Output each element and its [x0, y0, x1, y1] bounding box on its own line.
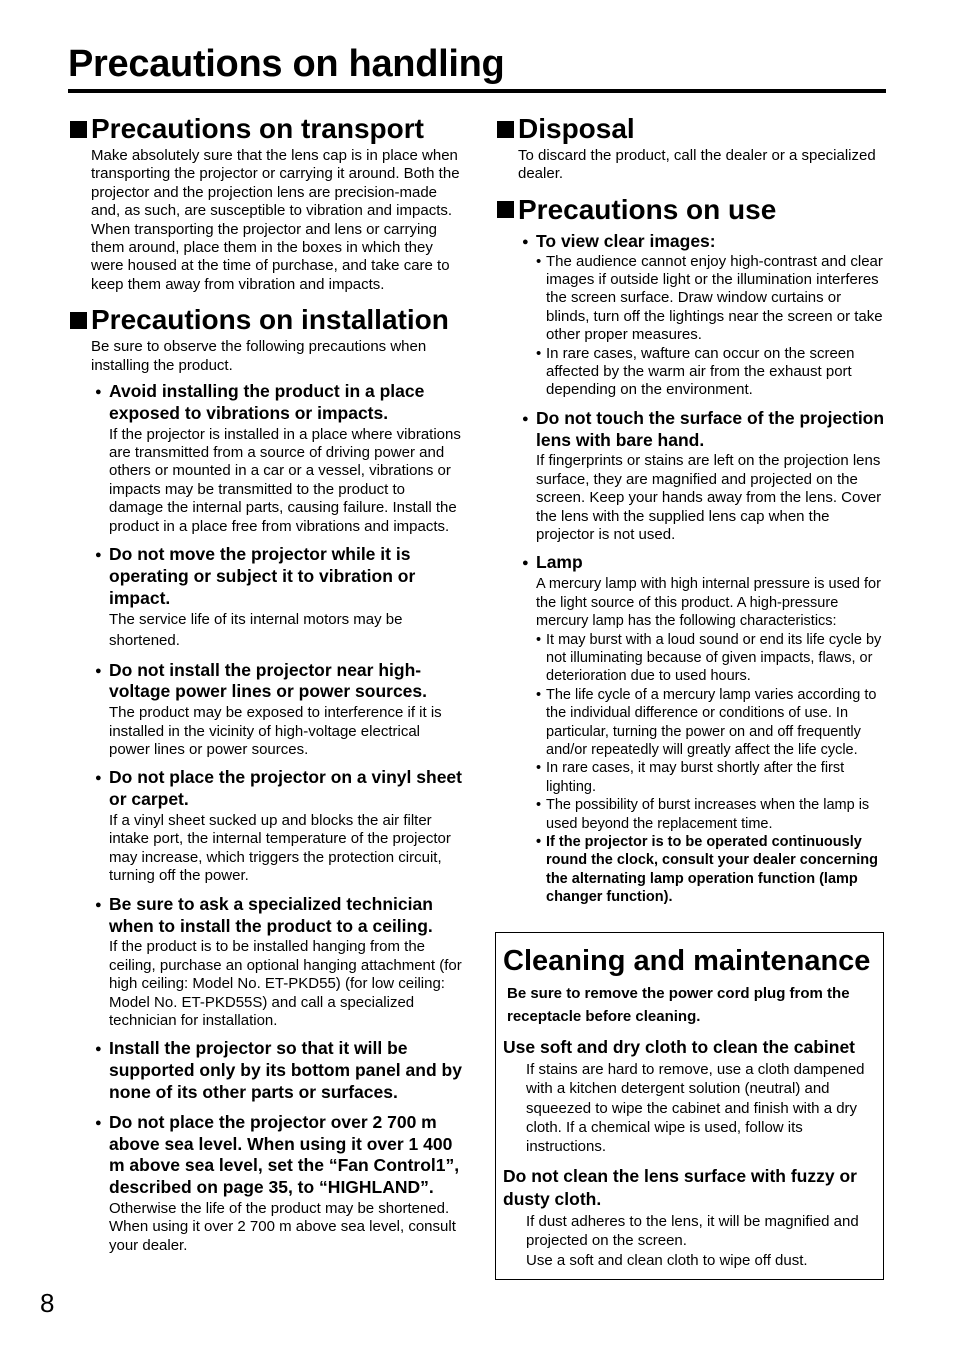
- lens-cleaning-text: If dust adheres to the lens, it will be magnified and projected on the screen.: [526, 1213, 859, 1250]
- use-item-lens: [522, 408, 885, 545]
- list-item: • In rare cases, it may burst shortly after the first lighting.: [536, 760, 845, 795]
- small-dot-icon: •: [536, 344, 542, 362]
- black-dot-icon: ●: [95, 1043, 102, 1056]
- transport-heading: [70, 112, 462, 146]
- item-title: Do not place the projector over 2 700 m above sea level. When using it over 1 400 m above sea level, set the “Fan Control1”, described on page 35, to “HIGHLAND”.: [109, 1111, 460, 1198]
- black-dot-icon: ●: [95, 549, 102, 562]
- cabinet-text: If stains are hard to remove, use a cloth dampened with a kitchen detergent solution (neutral) and squeezed to wipe the cabinet and finish with a dry cloth. If a chemical wipe is used, follow its instructions.: [526, 1061, 865, 1155]
- black-dot-icon: ●: [522, 412, 529, 425]
- item-title: To view clear images:: [536, 230, 716, 251]
- transport-text: Make absolutely sure that the lens cap is in place when transporting the projector or carrying it around. Both the projector and the projection lens are precision-made and, as such, are susceptible to vibration and impacts. When transporting the projector and lens or carrying them around, place them in the boxes in which they were housed at the time of purchase, and take care to keep them away from vibration and impacts.: [91, 147, 460, 293]
- black-square-icon: [70, 312, 87, 329]
- small-dot-icon: •: [536, 833, 542, 850]
- small-dot-icon: •: [536, 797, 542, 814]
- cleaning-note: Be sure to remove the power cord plug from the receptacle before cleaning.: [507, 985, 850, 1025]
- installation-item-bottom-panel: [95, 1038, 462, 1103]
- item-text: If fingerprints or stains are left on the projection lens surface, they are magnified and projected on the screen. Keep your hands away from the lens. Cover the lens with the supplied lens cap when the projector is not used.: [536, 452, 882, 544]
- installation-item-moving: [95, 544, 462, 652]
- item-title: Do not touch the surface of the projection lens with bare hand.: [536, 407, 885, 450]
- item-title: Do not place the projector on a vinyl sheet or carpet.: [109, 767, 462, 810]
- use-heading-text: Precautions on use: [518, 193, 777, 225]
- installation-heading-text: Precautions on installation: [91, 304, 449, 336]
- list-item: • The life cycle of a mercury lamp varies according to the individual difference or conditions of use. In particular, turning the power on and off frequently and/or repeatedly will greatly affect the life cycle.: [536, 686, 877, 758]
- lens-cleaning-text: Use a soft and clean cloth to wipe off dust.: [526, 1251, 808, 1269]
- installation-intro: Be sure to observe the following precautions when installing the product.: [91, 338, 427, 374]
- item-title: Avoid installing the product in a place exposed to vibrations or impacts.: [109, 381, 425, 423]
- item-title: Do not install the projector near high-voltage power lines or power sources.: [109, 659, 428, 702]
- item-text: Otherwise the life of the product may be shortened. When using it over 2 700 m above sea level, consult your dealer.: [109, 1199, 456, 1254]
- use-heading: [497, 193, 885, 227]
- disposal-heading-text: Disposal: [518, 113, 635, 144]
- item-text: The product may be exposed to interference if it is installed in the vicinity of high-voltage electrical power lines or power sources.: [109, 704, 442, 759]
- item-text: If the product is to be installed hanging from the ceiling, purchase an optional hanging attachment (for high ceiling: Model No. ET-PKD55) (for low ceiling: Model No. ET-PKD55S) and call a specialized technician for installation.: [109, 938, 462, 1029]
- black-dot-icon: ●: [522, 235, 529, 248]
- clear-images-points: [536, 253, 885, 400]
- list-item: • If the projector is to be operated continuously round the clock, consult your dealer concerning the alternating lamp operation function (lamp changer function).: [536, 833, 878, 906]
- installation-item-altitude: [95, 1112, 462, 1255]
- small-dot-icon: •: [536, 760, 542, 777]
- item-text: If the projector is installed in a place where vibrations are transmitted from a source of driving power and others or mounted in a car or a vessel, vibrations or impacts may be transmitted to the product to damage the internal parts, causing failure. Install the product in a place free from vibrations and impacts.: [109, 425, 461, 535]
- black-dot-icon: ●: [522, 557, 529, 570]
- list-item: • The possibility of burst increases when the lamp is used beyond the replacement time.: [536, 797, 870, 832]
- item-title: Install the projector so that it will be supported only by its bottom panel and by none of its other parts or surfaces.: [109, 1038, 462, 1102]
- black-square-icon: [497, 201, 514, 218]
- list-item: • It may burst with a loud sound or end its life cycle by not illuminating because of given impacts, flaws, or deterioration due to used hours.: [536, 631, 882, 685]
- small-dot-icon: •: [536, 631, 542, 648]
- black-dot-icon: ●: [95, 1116, 102, 1129]
- black-square-icon: [497, 121, 514, 138]
- use-item-lamp: [522, 552, 885, 906]
- cabinet-heading: Use soft and dry cloth to clean the cabinet: [503, 1037, 856, 1058]
- list-item: • The audience cannot enjoy high-contrast and clear images if outside light or the illumination interferes the screen surface. Draw window curtains or blinds, turn off the lightings near the screen or take other proper measures.: [536, 252, 883, 344]
- black-dot-icon: ●: [95, 386, 102, 399]
- installation-heading: [70, 303, 462, 337]
- item-title: Lamp: [536, 552, 583, 573]
- page-title: Precautions on handling: [68, 43, 505, 85]
- black-dot-icon: ●: [95, 772, 102, 785]
- cleaning-box: [495, 932, 884, 1280]
- installation-item-ceiling: [95, 894, 462, 1031]
- use-item-clear-images: [522, 231, 885, 400]
- installation-item-power-lines: [95, 660, 462, 760]
- cleaning-title: Cleaning and maintenance: [503, 945, 871, 977]
- small-dot-icon: •: [536, 686, 542, 703]
- right-column: [497, 112, 885, 907]
- list-item: • In rare cases, wafture can occur on the screen affected by the warm air from the exhaust port depending on the environment.: [536, 344, 855, 399]
- black-dot-icon: ●: [95, 664, 102, 677]
- item-text: A mercury lamp with high internal pressure is used for the light source of this product. A high-pressure mercury lamp has the following characteristics:: [536, 576, 881, 630]
- item-title: Be sure to ask a specialized technician when to install the product to a ceiling.: [109, 893, 433, 936]
- item-title: Do not move the projector while it is operating or subject it to vibration or impact.: [109, 544, 416, 608]
- transport-heading-text: Precautions on transport: [91, 113, 424, 144]
- item-text: The service life of its internal motors may be shortened.: [109, 611, 403, 650]
- lamp-points: [536, 631, 885, 907]
- lens-cleaning-heading: Do not clean the lens surface with fuzzy or dusty cloth.: [503, 1166, 857, 1210]
- small-dot-icon: •: [536, 252, 542, 270]
- disposal-text: To discard the product, call the dealer or a specialized dealer.: [518, 147, 876, 183]
- page-number: 8: [40, 1288, 55, 1318]
- item-text: If a vinyl sheet sucked up and blocks the air filter intake port, the internal temperature of the projector may increase, which triggers the protection circuit, turning off the power.: [109, 812, 451, 885]
- installation-item-vinyl: [95, 767, 462, 885]
- black-dot-icon: ●: [95, 898, 102, 911]
- disposal-heading: [497, 112, 885, 146]
- left-column: [70, 112, 462, 1255]
- title-rule: [68, 89, 886, 93]
- installation-item-vibration: [95, 381, 462, 536]
- black-square-icon: [70, 121, 87, 138]
